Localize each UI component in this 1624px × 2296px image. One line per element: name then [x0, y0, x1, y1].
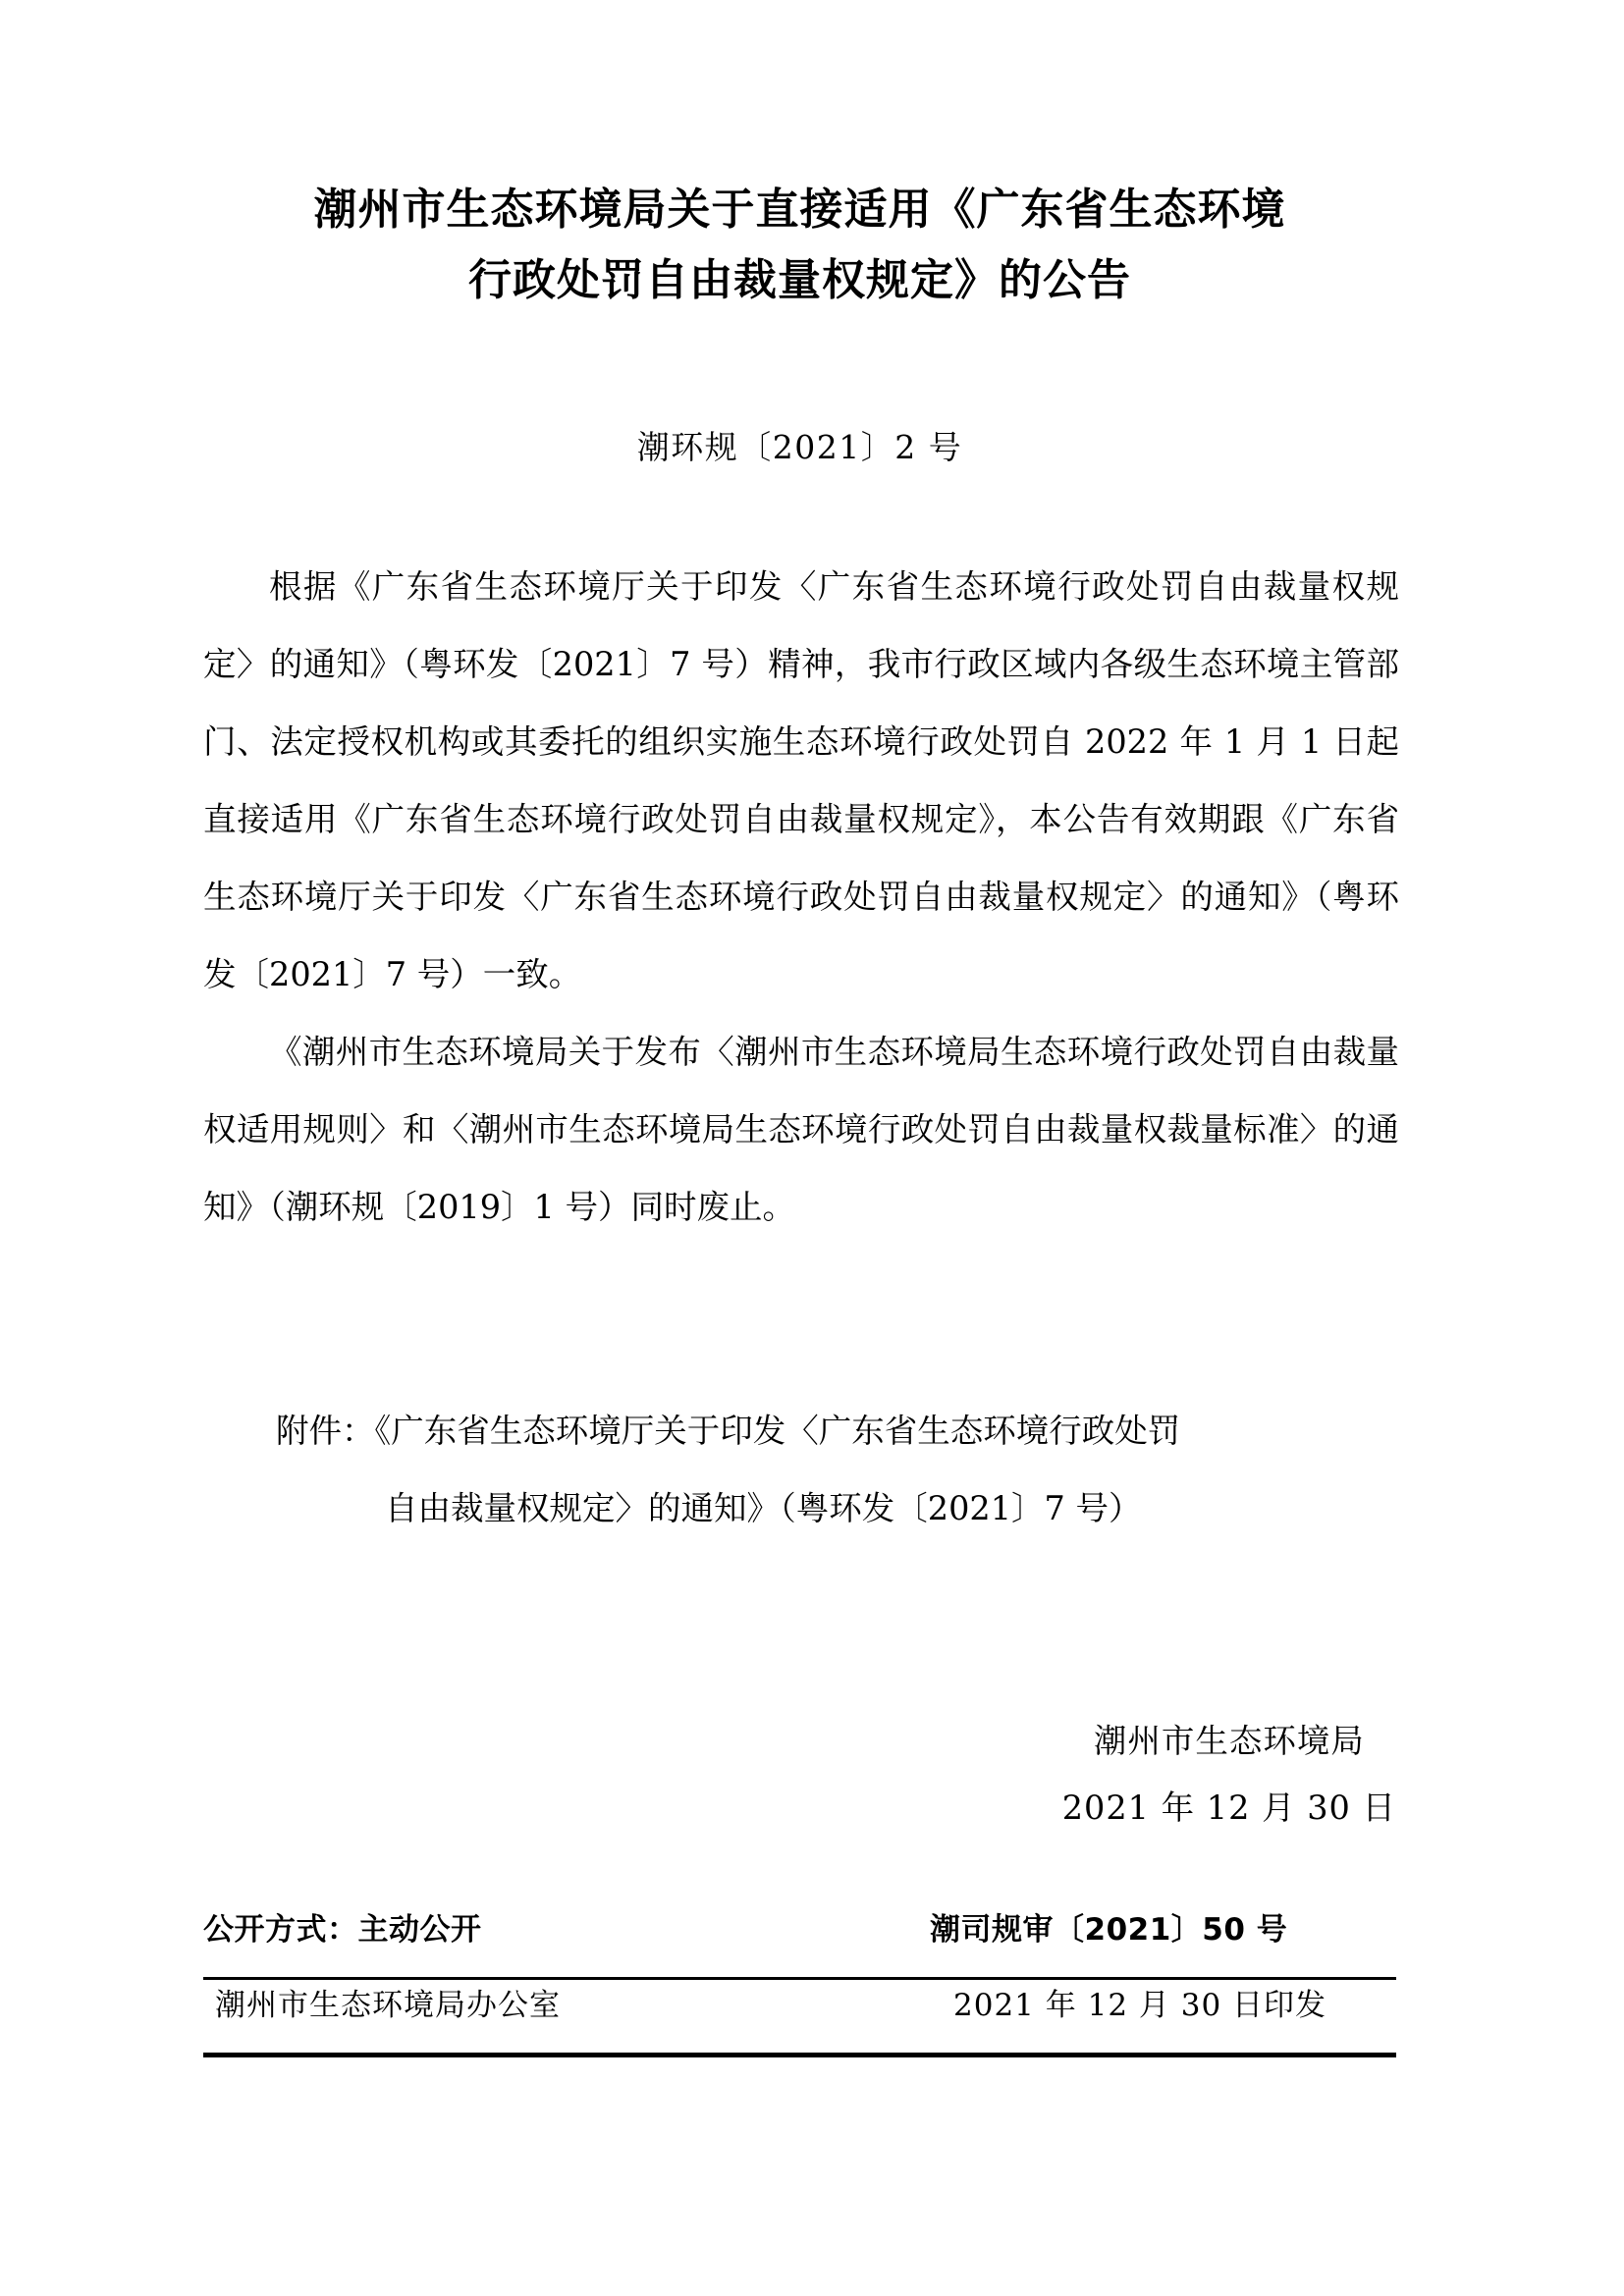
review-number: 潮司规审〔2021〕50 号 — [930, 1912, 1288, 1948]
document-title-line-2: 行政处罚自由裁量权规定》的公告 — [468, 255, 1131, 305]
footer-row-office — [203, 1980, 1396, 2053]
issue-date: 2021 年 12 月 30 日 — [1061, 1789, 1396, 1827]
disclosure-method: 公开方式：主动公开 — [203, 1912, 482, 1948]
signature-block — [1062, 1708, 1396, 1842]
document-footer — [203, 1904, 1396, 2057]
body-paragraph-2: 《潮州市生态环境局关于发布〈潮州市生态环境局生态环境行政处罚自由裁量权适用规则〉和〈潮州市生态环境局生态环境行政处罚自由裁量权裁量标准〉的通知》（潮环规〔2019〕1 号）同时废止。 — [203, 1033, 1399, 1226]
print-date: 2021 年 12 月 30 日印发 — [953, 1988, 1327, 2023]
document-title-line-1: 潮州市生态环境局关于直接适用《广东省生态环境 — [313, 185, 1286, 235]
document-number: 潮环规〔2021〕2 号 — [636, 428, 963, 466]
document-title — [203, 175, 1396, 316]
attachment-line-1: 附件：《广东省生态环境厅关于印发〈广东省生态环境行政处罚 — [276, 1412, 1181, 1450]
footer-bottom-rule — [203, 2053, 1396, 2057]
issuing-authority: 潮州市生态环境局 — [1093, 1722, 1365, 1760]
footer-row-disclosure — [203, 1904, 1396, 1977]
attachment-section — [203, 1392, 1399, 1547]
document-body — [203, 548, 1399, 1246]
attachment-line-2: 自由裁量权规定〉的通知》（粤环发〔2021〕7 号） — [385, 1489, 1142, 1527]
body-paragraph-1: 根据《广东省生态环境厅关于印发〈广东省生态环境行政处罚自由裁量权规定〉的通知》（粤环发〔2021〕7 号）精神，我市行政区域内各级生态环境主管部门、法定授权机构或其委托的组织实施生态环境行政处罚自 2022 年 1 月 1 日起直接适用《广东省生态环境行政处罚自由裁量权规定》，本公告有效期跟《广东省生态环境厅关于印发〈广东省生态环境行政处罚自由裁量权规定〉的通知》（粤环发〔2021〕7 号）一致。 — [203, 567, 1399, 993]
issuing-office: 潮州市生态环境局办公室 — [215, 1988, 561, 2023]
